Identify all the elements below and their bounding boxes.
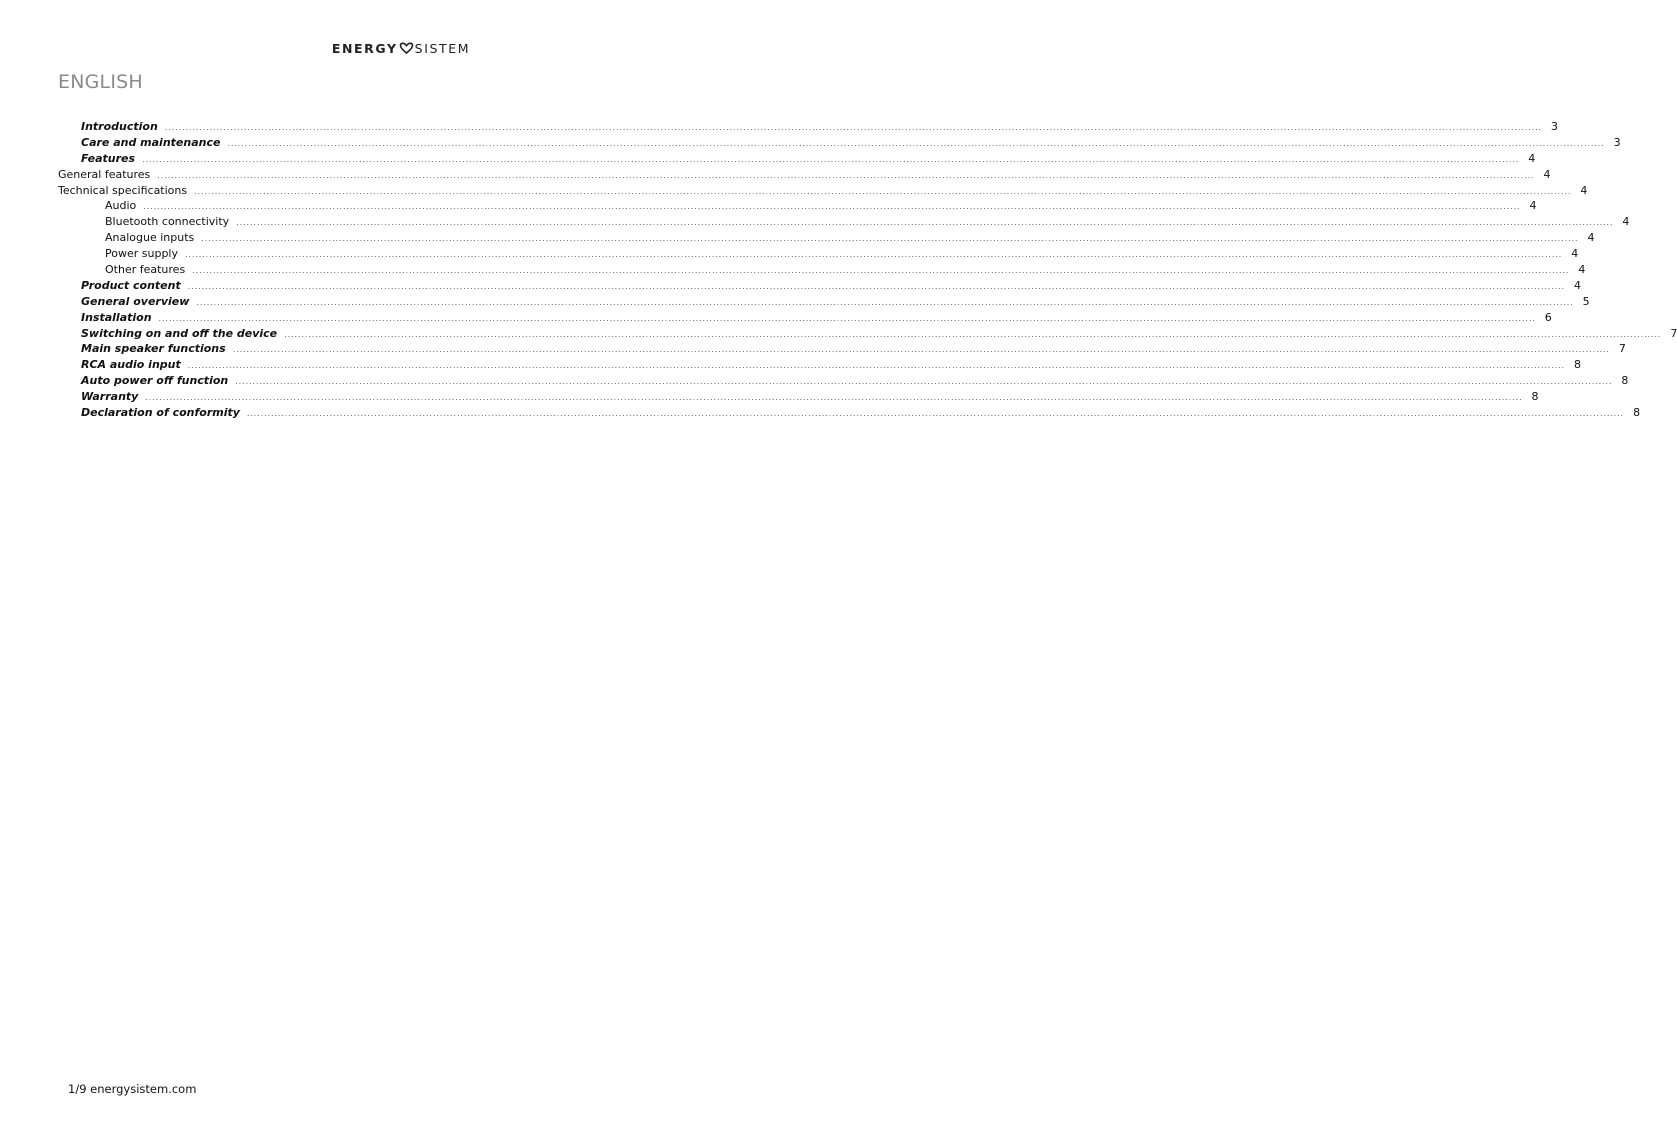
toc-entry[interactable] (0, 135, 1621, 151)
brand-name-right: SISTEM (414, 41, 471, 56)
dot-leader: ................................................................................................................................................................................................................................................................................................................................................................................................................ (158, 313, 1536, 323)
dot-leader: ................................................................................................................................................................................................................................................................................................................................................................................................................ (194, 186, 1572, 196)
toc-entry-label: Features (81, 151, 136, 165)
toc-entry-label: Care and maintenance (81, 135, 221, 149)
brand-logo (0, 41, 802, 56)
toc-entry-page: 4 (1580, 183, 1588, 197)
heart-check-icon (399, 42, 414, 54)
toc-entry-page: 3 (1551, 120, 1558, 133)
toc-entry-label: Power supply (105, 247, 178, 261)
dot-leader: ................................................................................................................................................................................................................................................................................................................................................................................................................ (143, 202, 1521, 212)
toc-entry-label: Analogue inputs (105, 231, 195, 245)
toc-entry[interactable] (0, 405, 1641, 421)
toc-entry[interactable] (0, 230, 1595, 246)
language-heading: ENGLISH (58, 71, 143, 93)
toc-entry-page: 8 (1573, 358, 1581, 372)
dot-leader: ................................................................................................................................................................................................................................................................................................................................................................................................................ (201, 234, 1579, 244)
toc-entry-page: 3 (1613, 135, 1621, 149)
toc-entry[interactable] (0, 373, 1629, 389)
toc-entry-page: 5 (1582, 294, 1590, 308)
toc-entry-label: RCA audio input (81, 358, 181, 372)
dot-leader: ................................................................................................................................................................................................................................................................................................................................................................................................................ (232, 345, 1610, 355)
toc-entry-page: 4 (1573, 278, 1581, 292)
toc-entry-page: 4 (1622, 215, 1630, 229)
toc-entry[interactable] (0, 357, 1581, 373)
toc-entry[interactable] (0, 246, 1579, 262)
toc-entry[interactable] (0, 389, 1539, 405)
dot-leader: ................................................................................................................................................................................................................................................................................................................................................................................................................ (157, 170, 1535, 180)
dot-leader: ................................................................................................................................................................................................................................................................................................................................................................................................................ (142, 154, 1520, 164)
dot-leader: ................................................................................................................................................................................................................................................................................................................................................................................................................ (187, 281, 1565, 291)
toc-entry-label: Switching on and off the device (81, 326, 278, 340)
toc-entry-label: Auto power off function (81, 374, 229, 388)
toc-entry-page: 4 (1528, 151, 1536, 165)
toc-entry[interactable] (0, 278, 1581, 294)
toc-entry-page: 6 (1544, 310, 1552, 324)
toc-entry[interactable] (0, 262, 1586, 278)
toc-entry-label: General overview (81, 294, 190, 308)
toc-entry[interactable] (0, 198, 1537, 214)
toc-entry-page: 4 (1571, 247, 1579, 261)
toc-entry-page: 4 (1529, 199, 1537, 213)
toc-entry-label: Audio (105, 199, 137, 213)
toc-entry-page: 8 (1621, 374, 1629, 388)
toc-entry[interactable] (0, 294, 1590, 310)
table-of-contents (0, 119, 1677, 421)
toc-entry[interactable] (0, 326, 1677, 342)
toc-entry-page: 8 (1531, 390, 1539, 404)
toc-entry-label: General features (58, 167, 151, 181)
toc-entry-label: Product content (81, 278, 181, 292)
dot-leader: ................................................................................................................................................................................................................................................................................................................................................................................................................ (145, 393, 1523, 403)
toc-entry-label: Technical specifications (58, 183, 188, 197)
toc-entry-label: Installation (81, 310, 152, 324)
dot-leader: ................................................................................................................................................................................................................................................................................................................................................................................................................ (187, 361, 1565, 371)
toc-entry-label: Declaration of conformity (81, 406, 240, 420)
toc-entry[interactable] (0, 310, 1552, 326)
toc-entry-label: Main speaker functions (81, 342, 226, 356)
toc-entry[interactable] (0, 341, 1626, 357)
toc-entry-page: 7 (1670, 326, 1677, 340)
toc-entry-label: Warranty (81, 390, 139, 404)
toc-entry-page: 4 (1578, 263, 1586, 277)
toc-entry-page: 4 (1543, 167, 1551, 181)
toc-entry-label: Other features (105, 263, 186, 277)
dot-leader: ................................................................................................................................................................................................................................................................................................................................................................................................................ (185, 250, 1563, 260)
toc-entry-page: 4 (1587, 231, 1595, 245)
toc-entry[interactable] (0, 167, 1551, 183)
dot-leader: ................................................................................................................................................................................................................................................................................................................................................................................................................ (284, 329, 1662, 339)
toc-entry-label: Introduction (81, 120, 158, 133)
dot-leader: ................................................................................................................................................................................................................................................................................................................................................................................................................ (164, 123, 1542, 132)
toc-entry[interactable] (0, 151, 1536, 167)
toc-entry[interactable] (0, 183, 1588, 199)
dot-leader: ................................................................................................................................................................................................................................................................................................................................................................................................................ (196, 297, 1574, 307)
toc-entry[interactable] (0, 119, 1558, 135)
toc-entry-label: Bluetooth connectivity (105, 215, 230, 229)
dot-leader: ................................................................................................................................................................................................................................................................................................................................................................................................................ (227, 138, 1605, 148)
dot-leader: ................................................................................................................................................................................................................................................................................................................................................................................................................ (236, 218, 1614, 228)
brand-name-left: ENERGY (331, 41, 398, 56)
toc-entry-page: 7 (1618, 342, 1626, 356)
toc-entry[interactable] (0, 214, 1630, 230)
dot-leader: ................................................................................................................................................................................................................................................................................................................................................................................................................ (246, 409, 1625, 419)
dot-leader: ................................................................................................................................................................................................................................................................................................................................................................................................................ (192, 266, 1570, 276)
page-footer: 1/9 energysistem.com (68, 1082, 197, 1096)
toc-entry-page: 8 (1633, 406, 1641, 420)
dot-leader: ................................................................................................................................................................................................................................................................................................................................................................................................................ (235, 377, 1613, 387)
